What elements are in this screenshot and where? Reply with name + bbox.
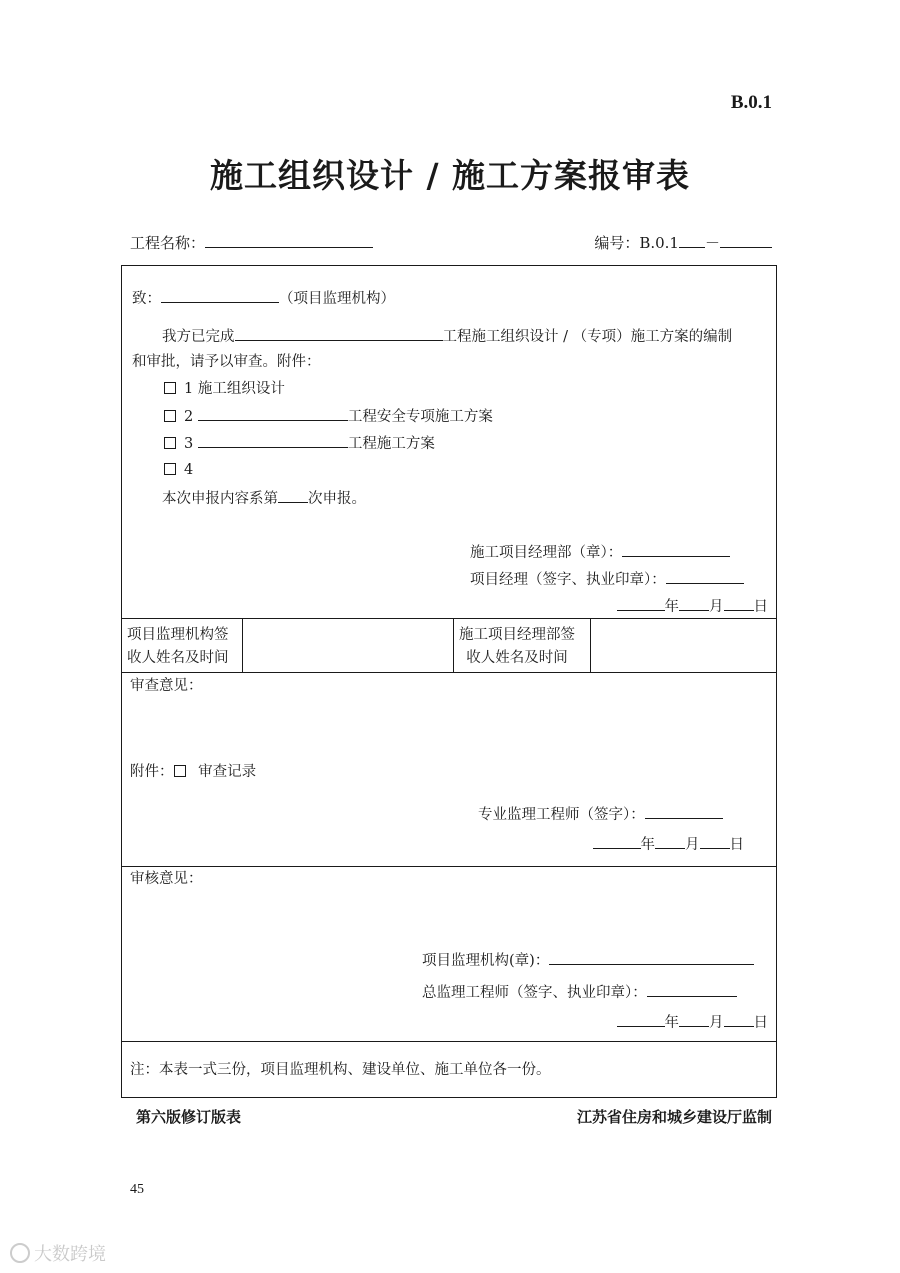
engineer-signature-line: 专业监理工程师（签字）： [478, 804, 723, 825]
page-number: 45 [130, 1182, 144, 1197]
form-code: B.0.1 [730, 92, 772, 113]
submission-count-line: 本次申报内容系第 次申报。 [162, 488, 366, 509]
attachment-item-3[interactable]: 3 工程施工方案 [164, 433, 435, 454]
audit-opinion-title: 审核意见： [130, 871, 203, 887]
form-title: 施工组织设计 / 施工方案报审表 [209, 156, 691, 195]
chief-engineer-signature-line: 总监理工程师（签字、执业印章）： [422, 982, 737, 1003]
form-number-blank-2[interactable] [720, 233, 772, 248]
edition-label: 第六版修订版表 [136, 1108, 242, 1126]
checkbox-icon[interactable] [164, 463, 176, 475]
audit-date-line: 年 月 日 [617, 1012, 769, 1033]
project-manager-signature-blank[interactable] [666, 569, 744, 584]
review-date-line: 年 月 日 [593, 834, 745, 855]
watermark-logo-icon [10, 1243, 30, 1263]
contractor-dept-seal-blank[interactable] [622, 542, 730, 557]
divider [122, 1041, 776, 1042]
attachment-3-blank[interactable] [198, 433, 348, 448]
addressee-blank[interactable] [161, 288, 279, 303]
engineer-signature-blank[interactable] [645, 804, 723, 819]
form-table [121, 265, 777, 1098]
project-name-label: 工程名称： [130, 234, 206, 252]
application-body-line-2: 和审批，请予以审查。附件： [132, 354, 321, 370]
supervision-org-seal-line: 项目监理机构(章)： [422, 950, 754, 971]
divider [453, 618, 454, 672]
divider [122, 866, 776, 867]
attachment-item-2[interactable]: 2 工程安全专项施工方案 [164, 406, 493, 427]
checkbox-icon[interactable] [164, 382, 176, 394]
attachment-item-1[interactable]: 1 施工组织设计 [164, 379, 285, 399]
supervision-receipt-label: 项目监理机构签 收人姓名及时间 [127, 627, 229, 666]
checkbox-icon[interactable] [174, 765, 186, 777]
divider [122, 672, 776, 673]
submission-count-blank[interactable] [278, 488, 308, 503]
form-number-label: 编号：B.0.1 [594, 234, 679, 252]
supervision-receipt-field[interactable] [243, 619, 453, 672]
project-name-blank[interactable] [205, 233, 373, 248]
application-body-line-1: 我方已完成 工程施工组织设计 / （专项）施工方案的编制 [162, 326, 732, 347]
contractor-dept-seal-line: 施工项目经理部（章）： [470, 542, 730, 563]
review-opinion-title: 审查意见： [130, 678, 203, 694]
issuer-label: 江苏省住房和城乡建设厅监制 [576, 1108, 772, 1126]
project-manager-signature-line: 项目经理（签字、执业印章）： [470, 569, 744, 590]
project-name-field [130, 232, 373, 253]
attachment-2-blank[interactable] [198, 406, 348, 421]
project-work-blank[interactable] [235, 326, 443, 341]
form-number-blank-1[interactable] [679, 233, 705, 248]
checkbox-icon[interactable] [164, 410, 176, 422]
application-date-line: 年 月 日 [617, 596, 769, 617]
contractor-receipt-label: 施工项目经理部签 收人姓名及时间 [459, 627, 575, 666]
contractor-receipt-field[interactable] [591, 619, 776, 672]
form-number-field [594, 232, 772, 253]
checkbox-icon[interactable] [164, 437, 176, 449]
addressee-line: 致： （项目监理机构） [132, 288, 395, 309]
supervision-org-seal-blank[interactable] [549, 950, 754, 965]
form-number-dash: － [704, 234, 720, 252]
form-note: 注：本表一式三份，项目监理机构、建设单位、施工单位各一份。 [130, 1062, 551, 1078]
attachment-item-4[interactable]: 4 [164, 460, 193, 480]
review-attachment-line: 附件： 审查记录 [130, 764, 257, 780]
chief-engineer-signature-blank[interactable] [647, 982, 737, 997]
watermark: 大数跨境 [10, 1240, 106, 1266]
